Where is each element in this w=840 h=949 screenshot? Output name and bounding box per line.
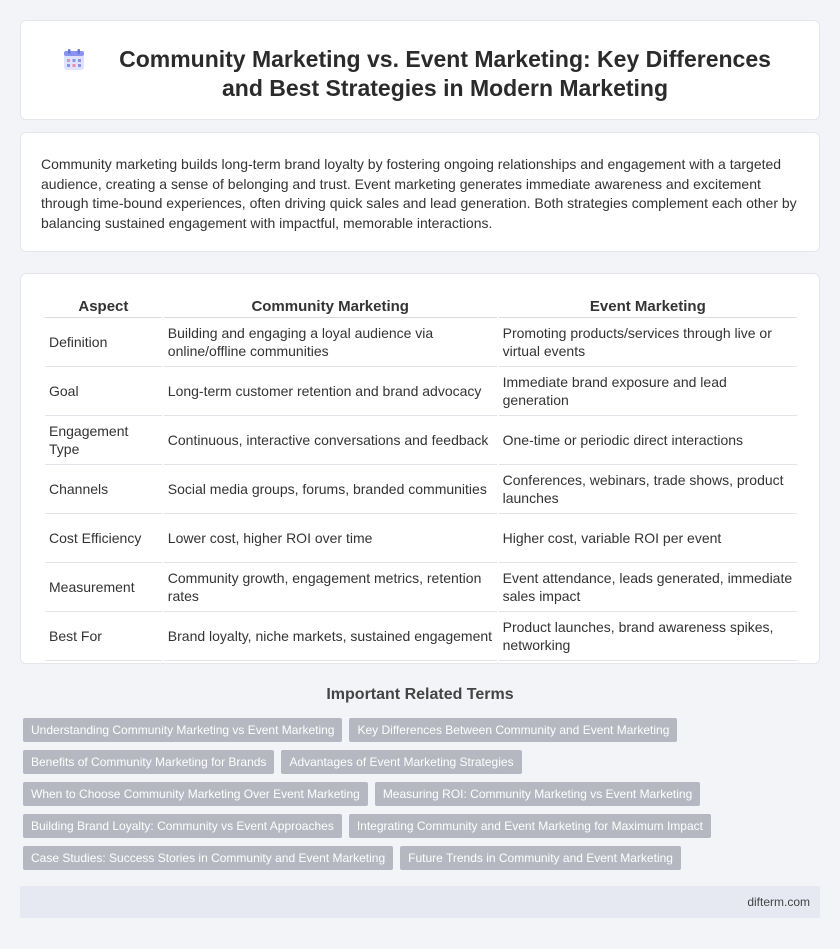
related-term-tag[interactable]: Measuring ROI: Community Marketing vs Event Marketing <box>375 782 700 806</box>
row-aspect: Measurement <box>45 563 162 612</box>
intro-card <box>20 132 820 252</box>
table-row <box>45 416 797 465</box>
related-terms-title: Important Related Terms <box>326 686 514 703</box>
table-row <box>45 318 797 367</box>
table-row <box>45 612 797 661</box>
row-community: Long-term customer retention and brand advocacy <box>164 367 497 416</box>
related-term-tag[interactable]: Integrating Community and Event Marketing for Maximum Impact <box>349 814 711 838</box>
row-community: Building and engaging a loyal audience via online/offline communities <box>164 318 497 367</box>
page-title: Community Marketing vs. Event Marketing: Key Differences and Best Strategies in Modern Marketing <box>119 46 771 101</box>
related-term-tag[interactable]: Building Brand Loyalty: Community vs Event Approaches <box>23 814 342 838</box>
row-community: Continuous, interactive conversations and feedback <box>164 416 497 465</box>
row-event: Event attendance, leads generated, immediate sales impact <box>499 563 797 612</box>
intro-text: Community marketing builds long-term brand loyalty by fostering ongoing relationships and engagement with a targeted audience, creating a sense of belonging and trust. Event marketing generates immediate awareness and excitement through time-bound experiences, often driving quick sales and lead generation. Both strategies complement each other by balancing sustained engagement with impactful, memorable interactions. <box>41 156 797 231</box>
table-row <box>45 563 797 612</box>
table-header-row <box>45 296 797 318</box>
row-event: Higher cost, variable ROI per event <box>499 514 797 563</box>
row-aspect: Cost Efficiency <box>45 514 162 563</box>
related-term-tag[interactable]: Future Trends in Community and Event Marketing <box>400 846 681 870</box>
calendar-icon <box>63 49 85 71</box>
row-community: Social media groups, forums, branded communities <box>164 465 497 514</box>
header-aspect: Aspect <box>45 296 162 318</box>
row-community: Lower cost, higher ROI over time <box>164 514 497 563</box>
related-term-tag[interactable]: Key Differences Between Community and Event Marketing <box>349 718 677 742</box>
header-event-marketing: Event Marketing <box>499 296 797 318</box>
footer <box>20 886 820 918</box>
related-term-tag[interactable]: Understanding Community Marketing vs Event Marketing <box>23 718 342 742</box>
table-row <box>45 367 797 416</box>
related-term-tag[interactable]: When to Choose Community Marketing Over Event Marketing <box>23 782 368 806</box>
table-row <box>45 514 797 563</box>
row-aspect: Channels <box>45 465 162 514</box>
row-aspect: Engagement Type <box>45 416 162 465</box>
row-community: Community growth, engagement metrics, retention rates <box>164 563 497 612</box>
header-community-marketing: Community Marketing <box>164 296 497 318</box>
row-aspect: Best For <box>45 612 162 661</box>
row-aspect: Definition <box>45 318 162 367</box>
row-community: Brand loyalty, niche markets, sustained engagement <box>164 612 497 661</box>
row-event: Product launches, brand awareness spikes, networking <box>499 612 797 661</box>
row-event: Promoting products/services through live or virtual events <box>499 318 797 367</box>
row-event: Immediate brand exposure and lead generation <box>499 367 797 416</box>
related-term-tag[interactable]: Advantages of Event Marketing Strategies <box>281 750 521 774</box>
site-link[interactable]: difterm.com <box>747 895 810 909</box>
row-event: One-time or periodic direct interactions <box>499 416 797 465</box>
header-card <box>20 20 820 120</box>
comparison-card <box>20 273 820 664</box>
row-event: Conferences, webinars, trade shows, product launches <box>499 465 797 514</box>
table-row <box>45 465 797 514</box>
row-aspect: Goal <box>45 367 162 416</box>
related-term-tag[interactable]: Case Studies: Success Stories in Community and Event Marketing <box>23 846 393 870</box>
related-terms-list <box>23 718 723 878</box>
related-term-tag[interactable]: Benefits of Community Marketing for Brands <box>23 750 274 774</box>
comparison-table <box>43 296 799 661</box>
